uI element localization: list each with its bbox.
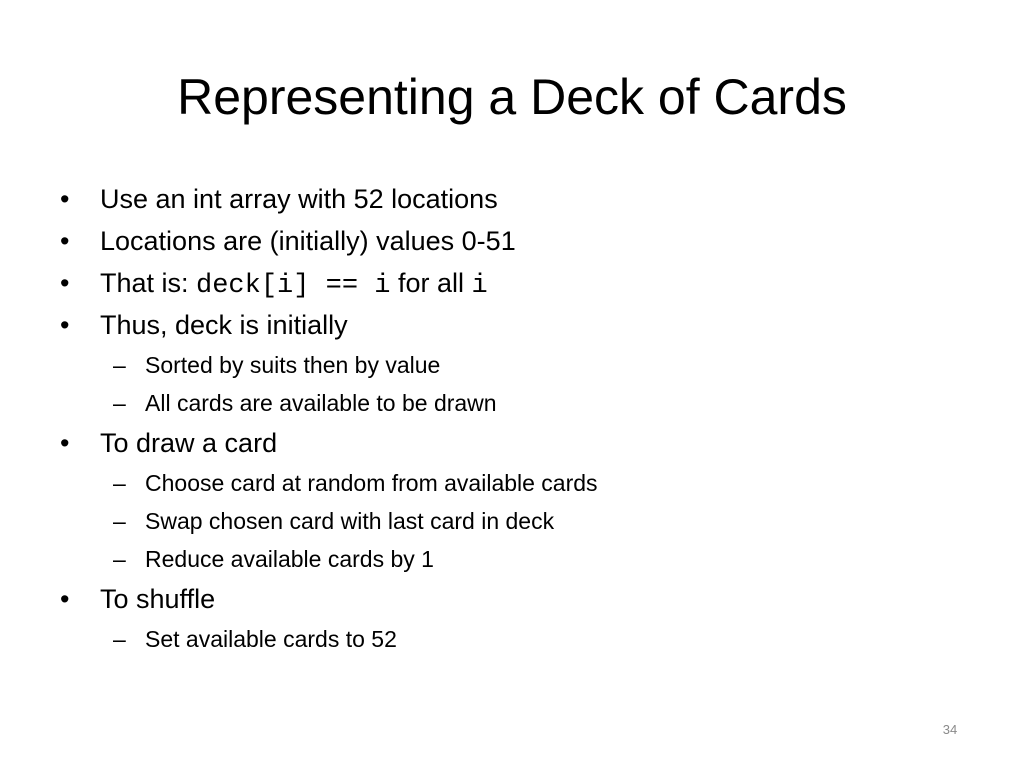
sub-bullet-text: Choose card at random from available cards (145, 470, 598, 496)
code-expression: deck[i] == i (196, 271, 391, 301)
bullet-marker: • (60, 310, 70, 340)
sub-bullet-text: Swap chosen card with last card in deck (145, 508, 555, 534)
bullet-text-prefix: That is: (100, 268, 197, 298)
bullet-list (60, 178, 960, 658)
bullet-marker: • (60, 226, 70, 256)
bullet-item (60, 220, 960, 262)
bullet-item (60, 262, 960, 304)
sub-bullet-text: Sorted by suits then by value (145, 352, 441, 378)
sub-bullet-item (60, 620, 960, 658)
bullet-item (60, 578, 960, 620)
dash-marker: – (113, 508, 126, 534)
bullet-text-middle: for all (390, 268, 472, 298)
bullet-text: Thus, deck is initially (100, 310, 348, 340)
sub-bullet-text: Reduce available cards by 1 (145, 546, 434, 572)
bullet-item (60, 304, 960, 346)
bullet-text: Locations are (initially) values 0-51 (100, 226, 516, 256)
sub-bullet-item (60, 464, 960, 502)
bullet-text: To draw a card (100, 428, 278, 458)
dash-marker: – (113, 546, 126, 572)
bullet-marker: • (60, 584, 70, 614)
dash-marker: – (113, 470, 126, 496)
sub-bullet-item (60, 502, 960, 540)
bullet-text: To shuffle (100, 584, 216, 614)
bullet-text: Use an int array with 52 locations (100, 184, 498, 214)
sub-bullet-item (60, 540, 960, 578)
sub-bullet-item (60, 384, 960, 422)
bullet-marker: • (60, 428, 70, 458)
bullet-marker: • (60, 184, 70, 214)
sub-bullet-item (60, 346, 960, 384)
page-number: 34 (942, 722, 958, 737)
bullet-marker: • (60, 268, 70, 298)
slide-title: Representing a Deck of Cards (177, 69, 847, 125)
bullet-item (60, 422, 960, 464)
code-variable: i (471, 271, 488, 301)
bullet-item (60, 178, 960, 220)
dash-marker: – (113, 390, 126, 416)
sub-bullet-text: All cards are available to be drawn (145, 390, 497, 416)
sub-bullet-text: Set available cards to 52 (145, 626, 397, 652)
dash-marker: – (113, 352, 126, 378)
dash-marker: – (113, 626, 126, 652)
